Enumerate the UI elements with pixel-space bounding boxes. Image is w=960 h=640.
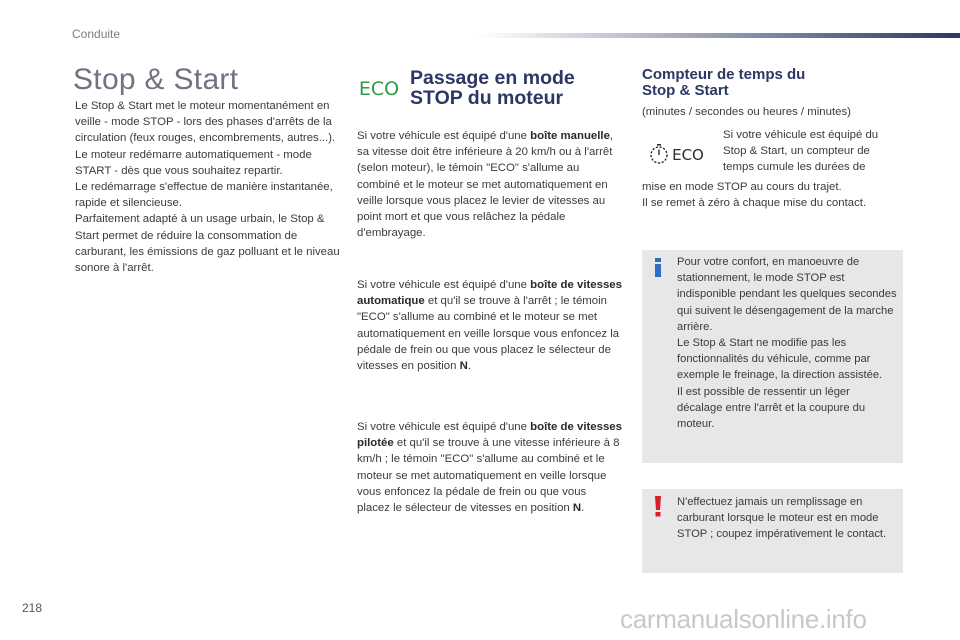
compteur-title-line2: Stop & Start [642,82,729,99]
eco-stopwatch-icon [648,143,710,165]
intro-paragraph: Le Stop & Start met le moteur momentanément en veille - mode STOP - lors des phases d'arrêts de la circulation (feux rouges, encombrements, autres...). Le moteur redémarre automatiquement - mode START - dès que vous souhaitez repartir. [75,100,336,177]
intro-paragraph: Parfaitement adapté à un usage urbain, le Stop & Start permet de réduire la consommation de carburant, les émissions de gaz polluant et le niveau sonore à l'arrêt. [75,213,340,275]
piloted-gearbox-paragraph: Si votre véhicule est équipé d'une boîte de vitesses pilotée et qu'il se trouve à une vitesse inférieure à 8 km/h ; le témoin "ECO" s'allume au combiné et le moteur se met automatiquement en veille lorsque vous enfoncez la pédale de frein ou que vous placez le sélecteur de vitesses en position N. [357,421,622,515]
bold-term: boîte de vitesses automatique [357,279,622,308]
passage-title-line2: STOP du moteur [410,87,564,109]
intro-text [75,98,341,276]
compteur-text-continued: mise en mode STOP au cours du trajet. Il se remet à zéro à chaque mise du contact. [642,181,867,210]
eco-icon-text: ECO [358,78,400,98]
bold-term: boîte manuelle [530,130,610,142]
bold-term: boîte de vitesses pilotée [357,421,622,450]
warning-icon [650,495,666,517]
manual-gearbox-paragraph: Si votre véhicule est équipé d'une boîte manuelle, sa vitesse doit être inférieure à 20 km/h ou à l'arrêt (selon moteur), le témoin "ECO" s'allume au combiné et le moteur se met automatiquement en veille lorsque vous placez le levier de vitesses au point mort et que vous relâchez la pédale d'embrayage. [357,130,614,240]
watermark: carmanualsonline.info [620,604,867,634]
intro-paragraph: Le redémarrage s'effectue de manière instantanée, rapide et silencieuse. [75,181,333,210]
info-note-text: Pour votre confort, en manoeuvre de stationnement, le mode STOP est indisponible pendant les quelques secondes qui suivent le désengagement de la marche arrière. Le Stop & Start ne modifie pas les fonctionnalités du véhicule, comme par exemple le freinage, la direction assistée. Il est possible de ressentir un léger décalage entre l'arrêt et la coupure du moteur. [677,256,897,431]
stopwatch-eco-text: ECO [672,146,704,164]
bold-term: N [459,360,468,373]
warning-note-text: N'effectuez jamais un remplissage en carburant lorsque le moteur est en mode STOP ; coupez impérativement le contact. [677,496,887,541]
info-icon [650,256,666,278]
passage-title-line1: Passage en mode [410,67,575,89]
eco-indicator-icon [356,78,402,98]
compteur-units: (minutes / secondes ou heures / minutes) [642,106,851,118]
bold-term: N [572,502,582,515]
page-title: Stop & Start [73,63,239,96]
header-bar [478,33,960,38]
automatic-gearbox-paragraph: Si votre véhicule est équipé d'une boîte de vitesses automatique et qu'il se trouve à l'arrêt ; le témoin "ECO" s'allume au combiné et le moteur se met automatiquement en veille lorsque vous enfoncez la pédale de frein ou que vous placez le sélecteur de vitesses en position N. [357,279,622,373]
section-header: Conduite [72,27,121,41]
compteur-title-line1: Compteur de temps du [642,66,806,83]
section-title-passage [410,68,610,108]
section-title-compteur [642,67,892,99]
compteur-text: Si votre véhicule est équipé du Stop & Start, un compteur de temps cumule les durées de [723,129,879,174]
page-number: 218 [22,601,43,615]
